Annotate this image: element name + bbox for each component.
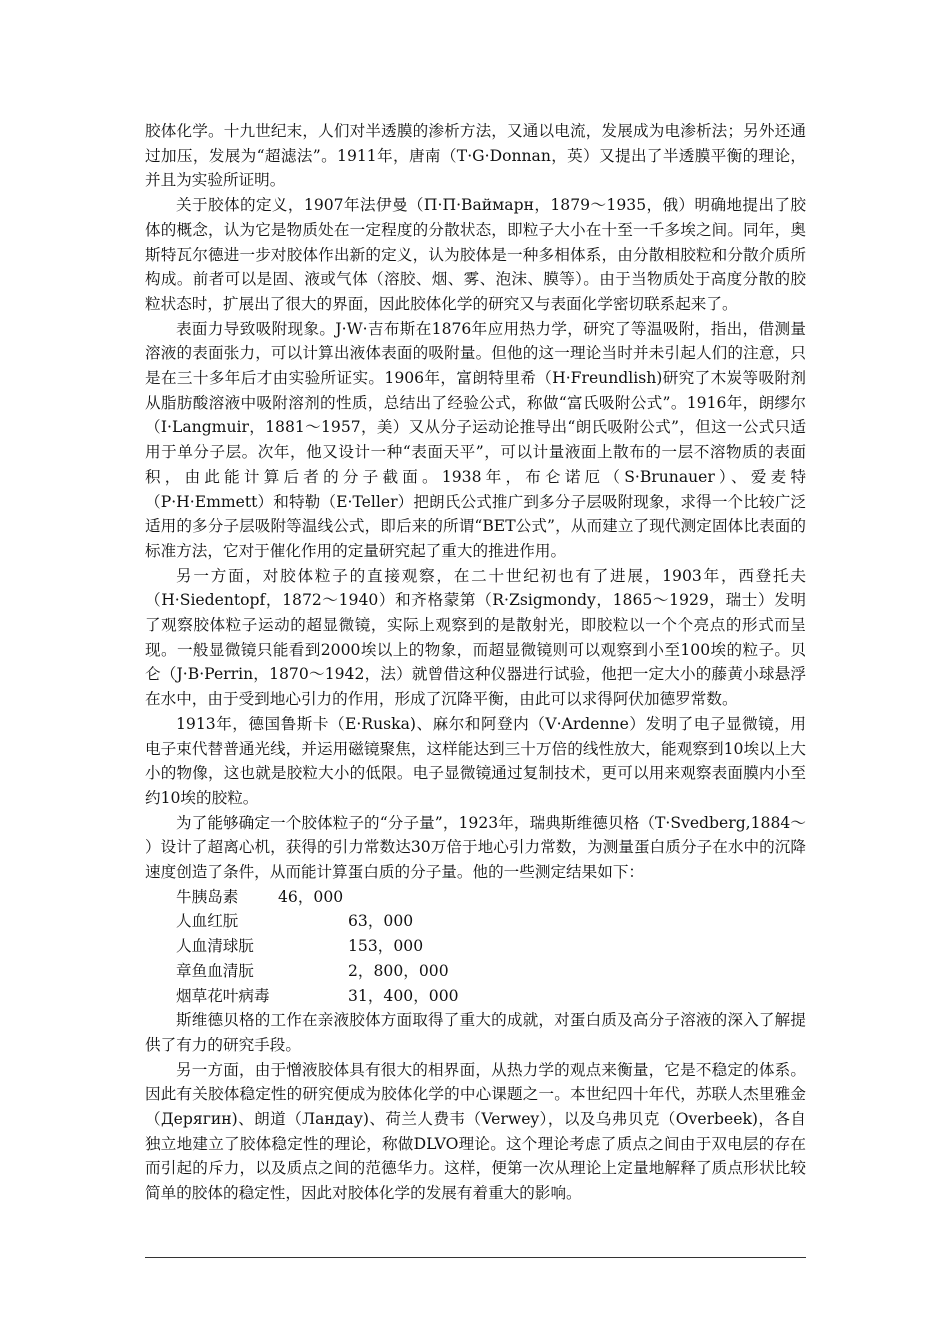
table-row xyxy=(145,959,806,984)
molecular-weight-value: 46，000 xyxy=(278,887,344,906)
paragraph: 为了能够确定一个胶体粒子的“分子量”，1923年，瑞典斯维德贝格（T·Svedberg,1884～ ）设计了超离心机，获得的引力常数达30万倍于地心引力常数，为测量蛋白质分子在水中的沉降速度创造了条件，从而能计算蛋白质的分子量。他的一些测定结果如下： xyxy=(145,813,806,882)
protein-name: 人血清球朊 xyxy=(176,937,254,956)
paragraph: 斯维德贝格的工作在亲液胶体方面取得了重大的成就，对蛋白质及高分子溶液的深入了解提供了有力的研究手段。 xyxy=(145,1011,806,1054)
protein-name: 烟草花叶病毒 xyxy=(176,986,270,1005)
paragraphs-top xyxy=(145,119,806,885)
footer-rule xyxy=(145,1257,806,1258)
paragraph: 另一方面，对胶体粒子的直接观察，在二十世纪初也有了进展，1903年，西登托夫（H·Siedentopf，1872～1940）和齐格蒙第（R·Zsigmondy，1865～1929，瑞士）发明了观察胶体粒子运动的超显微镜，实际上观察到的是散射光，即胶粒以一个个亮点的形式而呈现。一般显微镜只能看到2000埃以上的物象，而超显微镜则可以观察到小至100埃的粒子。贝仑（J·B·Perrin，1870～1942，法）就曾借这种仪器进行试验，他把一定大小的藤黄小球悬浮在水中，由于受到地心引力的作用，形成了沉降平衡，由此可以求得阿伏加德罗常数。 xyxy=(145,566,806,709)
table-row xyxy=(145,984,806,1009)
protein-name: 章鱼血清朊 xyxy=(176,961,254,980)
molecular-weight-value: 63，000 xyxy=(348,912,414,931)
table-row xyxy=(145,885,806,910)
molecular-weight-value: 2，800，000 xyxy=(348,961,449,980)
document-body xyxy=(145,119,806,1206)
paragraph: 表面力导致吸附现象。J·W·吉布斯在1876年应用热力学，研究了等温吸附，指出，借测量溶液的表面张力，可以计算出液体表面的吸附量。但他的这一理论当时并未引起人们的注意，只是在三十多年后才由实验所证实。1906年，富朗特里希（H·Freundlish)研究了木炭等吸附剂从脂肪酸溶液中吸附溶剂的性质，总结出了经验公式，称做“富氏吸附公式”。1916年，朗缪尔（I·Langmuir，1881～1957，美）又从分子运动论推导出“朗氏吸附公式”，但这一公式只适用于单分子层。次年，他又设计一种“表面天平”，可以计量液面上散布的一层不溶物质的表面积，由此能计算后者的分子截面。1938年，布仑诺厄（S·Brunauer）、爱麦特（P·H·Emmett）和特勒（E·Teller）把朗氏公式推广到多分子层吸附现象，求得一个比较广泛适用的多分子层吸附等温线公式，即后来的所谓“BET公式”，从而建立了现代测定固体比表面的标准方法，它对于催化作用的定量研究起了重大的推进作用。 xyxy=(145,319,806,560)
molecular-weight-table xyxy=(145,885,806,1008)
paragraph: 关于胶体的定义，1907年法伊曼（П·П·Ваймарн，1879～1935，俄）明确地提出了胶体的概念，认为它是物质处在一定程度的分散状态，即粒子大小在十至一千多埃之间。同年，奥斯特瓦尔德进一步对胶体作出新的定义，认为胶体是一种多相体系，由分散相胶粒和分散介质所构成。前者可以是固、液或气体（溶胶、烟、雾、泡沫、膜等）。由于当物质处于高度分散的胶粒状态时，扩展出了很大的界面，因此胶体化学的研究又与表面化学密切联系起来了。 xyxy=(145,196,806,313)
paragraph: 另一方面，由于憎液胶体具有很大的相界面，从热力学的观点来衡量，它是不稳定的体系。因此有关胶体稳定性的研究便成为胶体化学的中心课题之一。本世纪四十年代，苏联人杰里雅金（Дерягин)、朗道（Ландау)、荷兰人费韦（Verwey），以及乌弗贝克（Overbeek)，各自独立地建立了胶体稳定性的理论，称做DLVO理论。这个理论考虑了质点之间由于双电层的存在而引起的斥力，以及质点之间的范德华力。这样，便第一次从理论上定量地解释了质点形状比较简单的胶体的稳定性，因此对胶体化学的发展有着重大的影响。 xyxy=(145,1060,806,1203)
paragraph: 胶体化学。十九世纪末，人们对半透膜的渗析方法，又通以电流，发展成为电渗析法；另外还通过加压，发展为“超滤法”。1911年，唐南（T·G·Donnan，英）又提出了半透膜平衡的理论，并且为实验所证明。 xyxy=(145,122,806,190)
molecular-weight-value: 31，400，000 xyxy=(348,986,459,1005)
table-row xyxy=(145,934,806,959)
table-row xyxy=(145,909,806,934)
paragraph: 1913年，德国鲁斯卡（E·Ruska)、麻尔和阿登内（V·Ardenne）发明了电子显微镜，用电子束代替普通光线，并运用磁镜聚焦，这样能达到三十万倍的线性放大，能观察到10埃以上大小的物像，这也就是胶粒大小的低限。电子显微镜通过复制技术，更可以用来观察表面膜内小至约10埃的胶粒。 xyxy=(145,714,806,807)
protein-name: 牛胰岛素 xyxy=(176,887,239,906)
molecular-weight-value: 153，000 xyxy=(348,937,424,956)
protein-name: 人血红朊 xyxy=(176,912,239,931)
paragraphs-bottom xyxy=(145,1008,806,1206)
